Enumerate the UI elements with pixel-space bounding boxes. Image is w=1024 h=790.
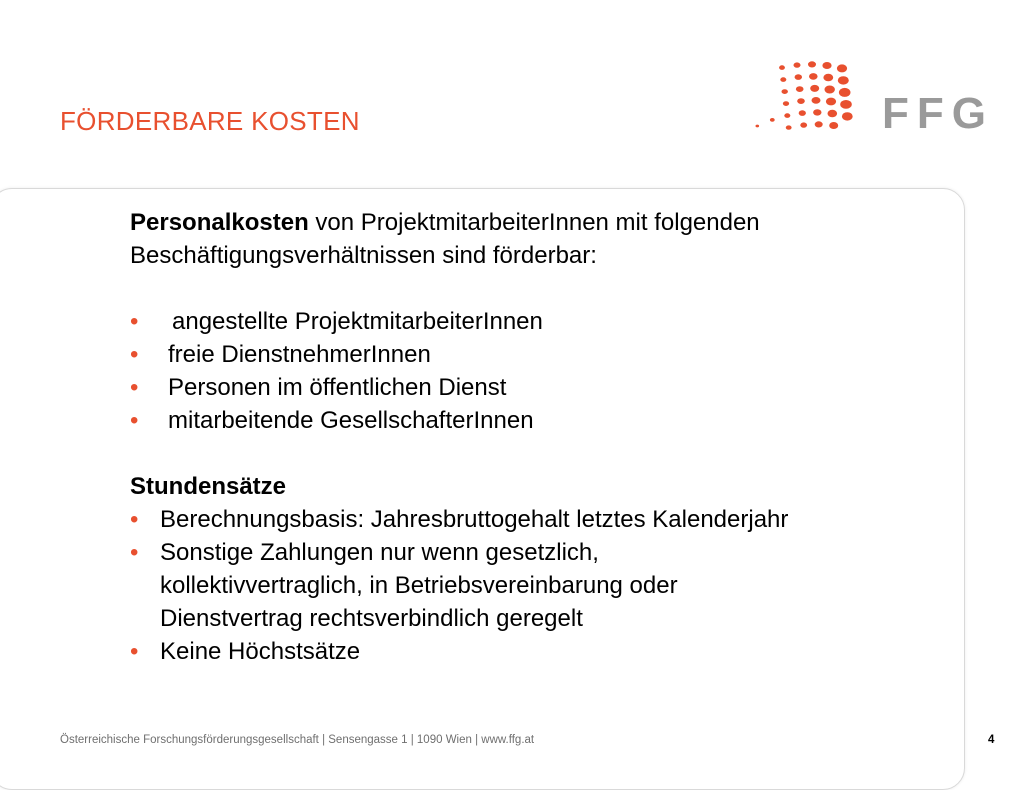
bullet-icon: • [130,638,139,665]
logo-dot [839,88,851,97]
logo-dot [826,98,836,106]
logo-dot [810,85,819,92]
intro-bold: Personalkosten [130,209,309,236]
slide-content [130,206,950,668]
logo-dot [756,125,760,128]
logo-dot [784,113,790,118]
list-item [130,305,950,338]
rates-list [130,503,950,668]
slide-title: FÖRDERBARE KOSTEN [60,106,360,136]
logo-dot [840,100,852,109]
employment-list [130,305,950,437]
list-item-text: Sonstige Zahlungen nur wenn gesetzlich, kollektivvertraglich, in Betriebsvereinbarung oder Dienstvertrag rechtsverbindlich geregelt [160,539,678,632]
logo-dot [809,73,818,80]
logo-dot [780,77,786,82]
list-item [130,536,720,635]
logo-dot [842,112,853,120]
rates-heading: Stundensätze [130,473,287,500]
footer-text: Österreichische Forschungsförderungsgesellschaft | Sensengasse 1 | 1090 Wien | www.ffg.at [60,734,535,746]
list-item-text: freie DienstnehmerInnen [168,341,431,368]
logo-dot [825,86,835,94]
logo-dot [812,97,821,104]
intro-text: von ProjektmitarbeiterInnen mit folgenden Beschäftigungsverhältnissen sind förderbar: [130,209,760,269]
logo-dot [800,122,807,127]
list-item [130,635,950,668]
logo-dot [837,64,847,72]
logo-dot [822,62,831,69]
logo-dot [779,65,785,70]
logo-dot [838,76,849,84]
logo-dot [783,101,789,106]
bullet-icon: • [130,308,139,335]
bullet-icon: • [130,407,139,434]
logo-dot [823,74,833,82]
logo-dot [795,74,802,80]
list-item-text: mitarbeitende GesellschafterInnen [168,407,534,434]
list-item-text: Keine Höchstsätze [160,638,361,665]
logo-dot [770,118,775,122]
logo-dot [813,109,821,115]
logo-text: FFG [882,89,994,138]
list-item [130,338,950,371]
list-item [130,371,950,404]
logo-dots [756,61,853,130]
list-item [130,503,950,536]
intro-paragraph [130,206,950,272]
list-item-text: Berechnungsbasis: Jahresbruttogehalt letztes Kalenderjahr [160,506,789,533]
logo-dot [808,61,816,67]
list-item [130,404,950,437]
logo-dot [796,86,804,92]
logo-dot [794,62,801,67]
logo-dot [815,121,823,127]
page-number: 4 [988,734,995,746]
list-item-text: Personen im öffentlichen Dienst [168,374,507,401]
ffg-logo [740,28,994,138]
logo-dot [829,122,838,129]
bullet-icon: • [130,539,139,566]
bullet-icon: • [130,506,139,533]
logo-dot [799,110,806,116]
logo-dot [797,98,805,104]
bullet-icon: • [130,374,139,401]
list-item-text: angestellte ProjektmitarbeiterInnen [172,308,543,335]
logo-dot [786,125,792,129]
bullet-icon: • [130,341,139,368]
logo-dot [782,89,788,94]
logo-dot [828,110,838,117]
